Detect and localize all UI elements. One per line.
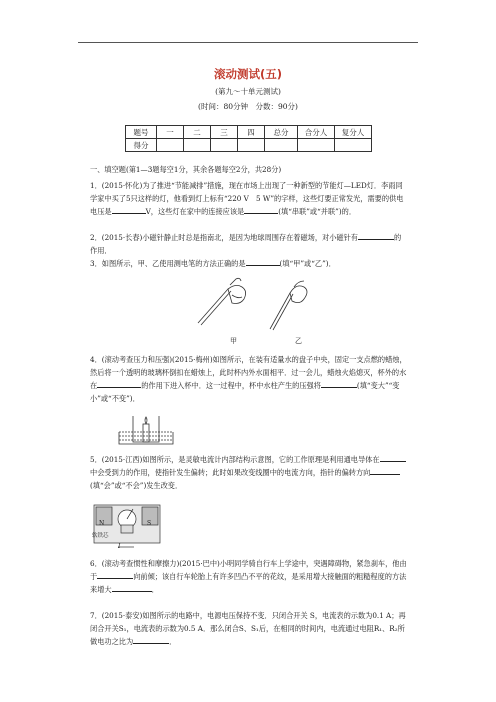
score-cell xyxy=(335,139,372,152)
s-pole-label: S xyxy=(147,520,152,527)
score-row-label: 得分 xyxy=(126,139,157,152)
answer-blank xyxy=(370,466,400,475)
question-7: 7．(2015·泰安)如图所示的电路中，电源电压保持不变．只闭合开关 S，电流表的示数为0.1 A；再闭合开关S₁，电流表的示数为0.5 A．那么闭合S、S₁后，在相同的时间内，电流通过电阻R₁、R₂所做电功之比为 ． xyxy=(90,611,406,646)
score-table-header-row xyxy=(126,126,372,139)
score-header-cell: 一 xyxy=(157,126,184,139)
answer-blank xyxy=(380,453,406,462)
question-1: 1．(2015·怀化)为了推进“节能减排”措施，现在市场上出现了一种新型的节能灯—LED灯．李雨同学家中买了5只这样的灯，他看到灯上标有“220 V 5 W”的字样，这些灯要正常发光，需要的供电电压是 V，这些灯在家中的连接应该是 (填“串联”或“并联”)的． xyxy=(90,181,404,216)
score-header-cell: 复分人 xyxy=(335,126,372,139)
question-5: 5．(2015·江西)如图所示，是灵敏电流计内部结构示意图，它的工作原理是利用通电导体在中会受到力的作用，使指针发生偏转；此时如果改变线圈中的电流方向，指针的偏转方向(填“会”或“不会”)发生改变． xyxy=(90,453,408,492)
question-3: 3．如图所示，甲、乙使用测电笔的方法正确的是 (填“甲”或“乙”)． xyxy=(90,259,336,268)
score-header-cell: 三 xyxy=(211,126,238,139)
score-header-cell: 二 xyxy=(184,126,211,139)
answer-blank xyxy=(97,570,133,579)
candle-cup-figure xyxy=(117,410,175,448)
test-pen-figure xyxy=(190,271,320,335)
score-cell xyxy=(238,139,265,152)
scope-line: (第九～十单元测试) xyxy=(215,87,281,96)
score-cell xyxy=(265,139,298,152)
answer-blank xyxy=(97,379,141,388)
score-cell xyxy=(184,139,211,152)
section-1-heading: 一、填空题(第1—3题每空1分，其余各题每空2分，共28分) xyxy=(90,165,282,174)
figure-label-a: 甲 xyxy=(230,337,237,345)
answer-blank xyxy=(112,583,152,592)
question-4: 4．(滚动考查压力和压强)(2015·梅州)如图所示，在装有适量水的盘子中央，固定一支点燃的蜡烛，然后将一个透明的玻璃杯倒扣在蜡烛上，此时杯内外水面相平．过一会儿，蜡烛火焰熄灭，杯外的水在 的作用下进入杯中．这一过程中，杯中水柱产生的压强将 (填“变大”“变小”或“不变”)． xyxy=(90,355,407,403)
question-6: 6．(滚动考查惯性和摩擦力)(2015·巴中)小明同学骑自行车上学途中，突遇障碍物，紧急刹车，他由于 向前倾；该自行车轮胎上有许多凹凸不平的花纹，是采用增大接触面的粗糙程度的方法来增大 ． xyxy=(90,559,407,594)
question-2: 2．(2015·长春)小磁针静止时总是指南北，是因为地球周围存在着磁场，对小磁针有 的作用． xyxy=(90,233,402,255)
answer-blank xyxy=(321,379,357,388)
score-cell xyxy=(157,139,184,152)
score-cell xyxy=(211,139,238,152)
score-header-cell: 总分 xyxy=(265,126,298,139)
header-rule xyxy=(78,42,418,43)
answer-blank xyxy=(244,205,278,214)
score-cell xyxy=(298,139,335,152)
answer-blank xyxy=(133,635,169,644)
answer-blank xyxy=(112,205,146,214)
page-title: 滚动测试(五) xyxy=(213,67,282,81)
answer-blank xyxy=(246,257,280,266)
score-table xyxy=(125,125,372,152)
soft-iron-core-label: 软铁芯 xyxy=(92,533,109,539)
score-header-cell: 合分人 xyxy=(298,126,335,139)
time-score-line: (时间：80分钟 分数：90分) xyxy=(198,102,298,111)
score-table-score-row xyxy=(126,139,372,152)
answer-blank xyxy=(358,231,394,240)
score-header-cell: 四 xyxy=(238,126,265,139)
current-label: I xyxy=(118,543,121,550)
figure-label-b: 乙 xyxy=(295,337,302,345)
n-pole-label: N xyxy=(99,520,105,527)
score-header-cell: 题号 xyxy=(126,126,157,139)
